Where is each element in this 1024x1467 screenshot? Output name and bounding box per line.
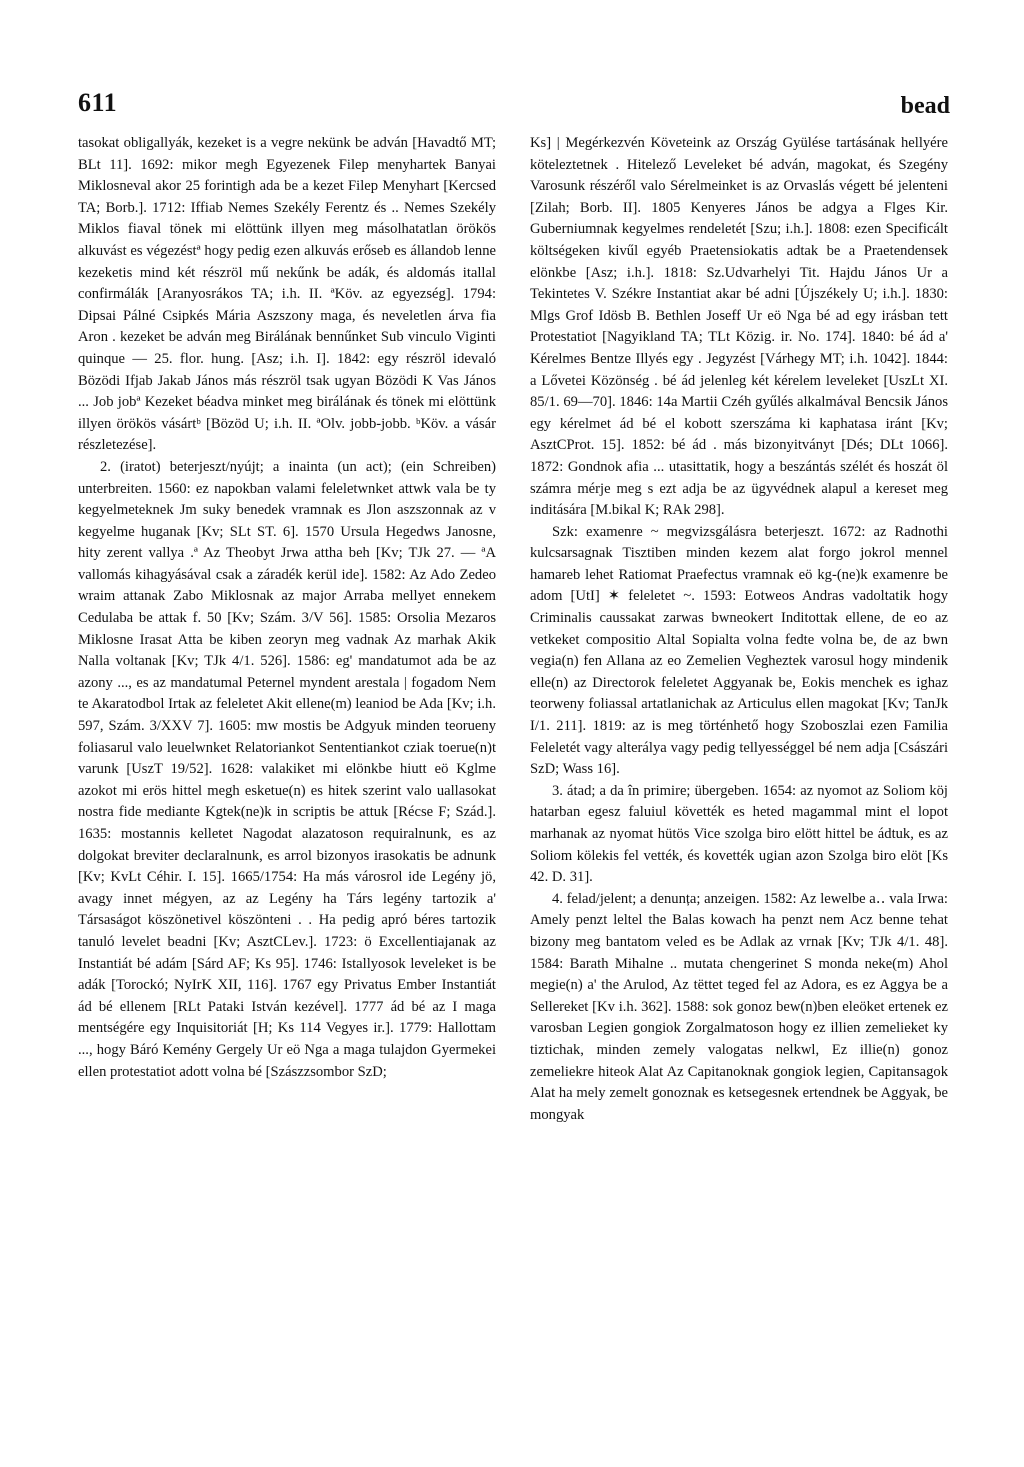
left-column: [78, 133, 496, 1083]
sense-4-paragraph: 4. felad/jelent; a denunța; anzeigen. 1582: Az lewelbe a‥ vala Irwa: Amely penzt leltel the Balas kowach ha penzt nem Acz benne tehat bizony meg bantatom veled es be Adlak az vrnak [Kv; TJk 4/1. 48]. 1584: Barath Mihalne .. mutata chengerinet S monda neke(m) Ahol megie(n) a' the Arulod, Az tëttet teged fel az Adora, es ez Aggya be a Sellereket [Kv i.h. 362]. 1588: sok gonoz bew(n)ben eleöket ertenek ez varosban Legien gongiok Zorgalmatoson hogy ez illien zemelieket ky tiztichak, minden zemely valogatas nelkwl, Ez illie(n) gonoz zemeliekre hiteok Alat Az Capitanoknak gongiok legien, Capitansagok Alat ha mely zemelt gonoznak es ketsegesnek ertendnek be Aggyak, be mongyak: [530, 890, 948, 1123]
continued-paragraph: Ks] | Megérkezvén Követeink az Ország Gyülése tartásának hellyére köteleztetnek . Hitelező Leveleket bé adván, magokat, és Szegény Varosunk részéről valo Sérelmeinket is az Orvaslás végett bé jelenteni [Zilah; Borb. II]. 1805 Kenyeres János be adgya a Flges Kir. Guberniumnak kegyelmes rendeletét [Szu; i.h.]. 1808: ezen Specificált költségeken kivűl egyéb Praetensiokatis adtak be a Praetendensek elönkbe [Asz; i.h.]. 1818: Sz.Udvarhelyi Tit. Hajdu János Ur a Tekintetes V. Székre Instantiat akar bé adni [Újszékely U; i.h.]. 1830: Mlgs Grof Idösb B. Bethlen Joseff Ur eö Nga bé ad egy irásban tett Protestatiot [Nagyikland TA; TLt Közig. ir. No. 174]. 1840: bé ád a' Kérelmes Bentze Illyés egy . Jegyzést [Várhegy MT; i.h. 1042]. 1844: a Lővetei Közönség . bé ád jelenleg két kérelem leveleket [UszLt XI. 85/1. 69—70]. 1846: 14a Martii Czéh gyűlés alkalmával Bencsik János egy kérelmet ád bé el kobott szerszáma ki kaphatasa iránt [Kv; AsztCProt. 15]. 1852: bé ád . más bizonyitványt [Dés; DLt 1066]. 1872: Gondnok afia ... utasittatik, hogy a beszántás szélét és hoszát öl számra mérje meg s ezt adja be az ügyvédnek alapul a kereset meg inditására [M.bikal K; RAk 298].: [530, 135, 948, 519]
entry-paragraph: tasokat obligallyák, kezeket is a vegre nekünk be adván [Havadtő MT; BLt 11]. 1692: mikor megh Egyezenek Filep menyhartek Banyai Miklosneval akor 25 forintigh ada be a kezet Filep Menyhart [Kercsed TA; Borb.]. 1712: Iffiab Nemes Szekély Ferentz és .. Nemes Szekély Miklos fiaval tönek mi elöttünk illyen meg másolhatatlan örökös alkuvást es végezéstª hogy pedig ezen alkuvás erőseb es állandob lenne kezeketis mind két részröl mű nekűnk be adák, és aldomás itallal confirmálák [Aranyosrákos TA; i.h. II. ªKöv. az egyezség]. 1794: Dipsai Pálné Csipkés Mária Aszszony maga, és neveletlen árva fia Aron . kezeket be adván meg Birálának bennűnket Sub vinculo Viginti quinque — 25. flor. hung. [Asz; i.h. I]. 1842: egy részröl idevaló Bözödi Ifjab Jakab János más részröl tsak ugyan Bözödi K Vas János ... Job jobª Kezeket béadva minket meg birálának és tönek mi elöttünk illyen örökös vásártᵇ [Bözöd U; i.h. II. ªOlv. jobb-jobb. ᵇKöv. a vásár részletezése].: [78, 135, 496, 454]
right-column: [530, 133, 948, 1126]
page-number: 611: [78, 88, 118, 117]
running-headword: bead: [900, 93, 950, 119]
sense-3-paragraph: 3. átad; a da în primire; übergeben. 1654: az nyomot az Soliom köj hatarban egesz faluiul követték es heted magammal mint el lopot marhanak az nyomat hütös Vice szolga biro elött hittel be ádtuk, es az Soliom kölekis fel vették, és kovették ugian azon Szolga biro elöt [Ks 42. D. 31].: [530, 782, 948, 886]
szk-paragraph: Szk: examenre ~ megvizsgálásra beterjeszt. 1672: az Radnothi kulcsarsagnak Tisztiben minden kezem alat forgo jokrol mennel hamareb lehet Ratiomat Praefectus vramnak eö kg-(ne)k examenre be adom [UtI] ✶ feleletet ~. 1593: Eotweos Andras vadoltatik hogy Criminalis caussakat zarwas bwneokert Inditottak ellene, de eo az vetkeket compositio Altal Sopialta volna fedte volna be, de az bwn vegia(n) fen Allana az eo Zemelien Vegheztek varosul hogy mindenik elle(n) az Directorok feleletet Aggyanak be, Eokis menchek es ighaz teorweny foliassal artatlanichak az Articulus ellen magokat [Kv; TanJk I/1. 211]. 1819: az is meg történhető hogy Szoboszlai ezen Familia Feleletét vagy alterálya vagy pedig tellyességgel bé nem adja [Császári SzD; Wass 16].: [530, 523, 948, 778]
sense-2-paragraph: 2. (iratot) beterjeszt/nyújt; a inainta (un act); (ein Schreiben) unterbreiten. 1560: ez napokban valami feleletwnket attwk vala be ty kegyelmeteknek Jm suky benedek vramnak es Jlon aszszonnak az v kegyelme huganak [Kv; SLt ST. 6]. 1570 Ursula Hegedws Janosne, hity zerent vallya .ª Az Theobyt Jrwa attha beh [Kv; TJk 27. — ªA vallomás kihagyásával csak a záradék kerül ide]. 1582: Az Ado Zedeo wraim attanak Zabo Miklosnak az major Arraba mellyet ennekem Cedulaba be attak f. 50 [Kv; Szám. 3/V 56]. 1585: Orsolia Mezaros Miklosne Irasat Atta be kiben zeoryn meg vadnak Az marhak Akik Nalla voltanak [Kv; TJk 4/1. 526]. 1586: eg' mandatumot ada be az azony ..., es az mandatumal Peternel myndent arestala | fogadom Nem te Akaratodbol Irtak az feleletet Akit ellene(m) leaniod be Ada [Kv; i.h. 597, Szám. 3/XXV 7]. 1605: mw mostis be Adgyuk minden teorueny foliasarul valo leuelwnket Relatoriankot Sententiankot cziak toerue(n)t varunk [UszT 19/52]. 1628: valakiket mi elönkbe hiutt eö Kglme azokot mi erös hittel megh esketue(n) es hitek szerint valo uallasokat nostra fide mediante Kgtek(ne)k in scriptis be attuk [Récse F; Szád.]. 1635: mostannis kelletet Nagodat alazatoson requiralnunk, es az dolgokat breviter declaralnunk, es arrol bizonyos irasokatis be adnunk [Kv; KvLt Céhir. I. 15]. 1665/1754: Ha más városrol ide Legény jö, avagy innet mégyen, az az Legény ha Társ legény tartozik a' Társaságot köszönetivel köszönteni . . Ha pedig apró béres tartozik tanuló levelet beadni [Kv; AsztCLev.]. 1723: ö Excellentiajanak az Instantiát bé adám [Sárd AF; Ks 95]. 1746: Istallyosok leveleket is be adák [Torockó; NyIrK XII, 116]. 1767 egy Privatus Ember Instantiát ád bé ellenem [RLt Pataki István kezével]. 1777 ád bé az I maga mentségére egy Inquisitoriát [H; Ks 114 Vegyes ir.]. 1779: Hallottam ..., hogy Báró Kemény Gergely Ur eö Nga a maga tulajdon Gyermekei ellen protestatiot adott volna bé [Szászzsombor SzD;: [78, 458, 496, 1080]
